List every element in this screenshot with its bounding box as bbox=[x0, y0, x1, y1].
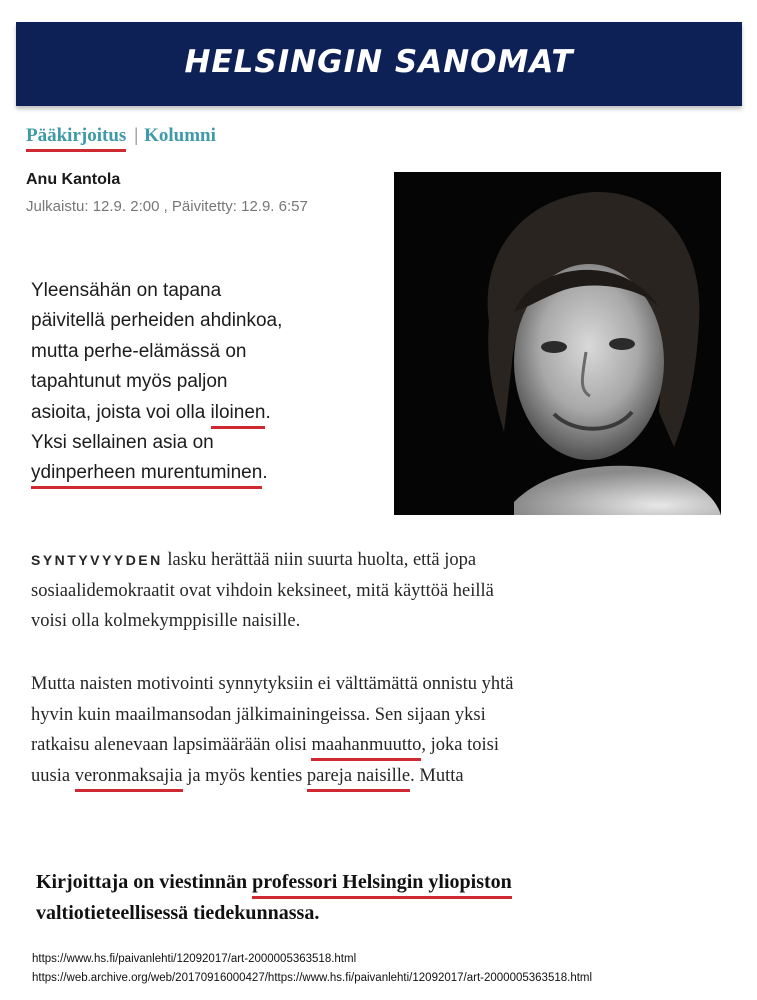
masthead-banner bbox=[16, 22, 742, 106]
author-photo bbox=[394, 172, 721, 515]
bio-text: Kirjoittaja on viestinnän bbox=[36, 871, 253, 893]
archive-url-link[interactable]: https://web.archive.org/web/20170916000427/https://www.hs.fi/paivanlehti/12092017/art-2000005363518.html bbox=[32, 972, 593, 984]
author-name: Anu Kantola bbox=[26, 171, 121, 188]
lead-line: Yksi sellainen asia on bbox=[31, 432, 214, 454]
bio-line bbox=[36, 867, 716, 898]
section-nav bbox=[26, 125, 216, 147]
body-text: lasku herättää niin suurta huolta, että jopa bbox=[162, 550, 477, 570]
lead-line: mutta perhe-elämässä on bbox=[31, 340, 247, 362]
nav-link-paakirjoitus[interactable]: Pääkirjoitus bbox=[26, 125, 126, 152]
body-paragraph-2 bbox=[31, 669, 711, 791]
masthead-title: HELSINGIN SANOMAT bbox=[184, 44, 574, 80]
lead-paragraph bbox=[31, 276, 376, 489]
publish-dates: Julkaistu: 12.9. 2:00 , Päivitetty: 12.9. 6:57 bbox=[26, 198, 308, 215]
body-line bbox=[31, 730, 711, 761]
body-text: uusia bbox=[31, 765, 75, 786]
body-text: ratkaisu alenevaan lapsimäärään olisi bbox=[31, 735, 312, 755]
lead-text: asioita, joista voi olla bbox=[31, 401, 211, 423]
highlight-professori: professori Helsingin yliopiston bbox=[252, 871, 512, 899]
lead-line bbox=[31, 458, 376, 488]
lead-line bbox=[31, 398, 376, 428]
body-text: . Mutta bbox=[410, 765, 464, 786]
highlight-veronmaksajia: veronmaksajia bbox=[75, 766, 183, 792]
lead-line: päivitellä perheiden ahdinkoa, bbox=[31, 310, 283, 332]
body-line: voisi olla kolmekymppisille naisille. bbox=[31, 611, 301, 631]
body-line: Mutta naisten motivointi synnytyksiin ei välttämättä onnistu yhtä bbox=[31, 674, 514, 694]
highlight-maahanmuutto: maahanmuutto bbox=[311, 735, 421, 761]
portrait-image bbox=[394, 172, 721, 515]
source-urls bbox=[32, 950, 592, 988]
body-line: sosiaalidemokraatit ovat vihdoin keksineet, mitä käyttöä heillä bbox=[31, 580, 494, 601]
lead-line: tapahtunut myös paljon bbox=[31, 371, 228, 393]
body-line bbox=[31, 545, 711, 576]
highlight-pareja-naisille: pareja naisille bbox=[307, 766, 410, 792]
author-bio bbox=[36, 867, 716, 929]
highlight-ydinperhe: ydinperheen murentuminen bbox=[31, 462, 262, 489]
body-text: , joka toisi bbox=[421, 735, 500, 755]
lead-line: Yleensähän on tapana bbox=[31, 280, 222, 301]
nav-separator: | bbox=[134, 125, 139, 146]
bio-line: valtiotieteellisessä tiedekunnassa. bbox=[36, 902, 320, 924]
body-line bbox=[31, 761, 711, 792]
body-line: hyvin kuin maailmansodan jälkimainingeissa. Sen sijaan yksi bbox=[31, 704, 486, 725]
highlight-iloinen: iloinen bbox=[211, 402, 266, 429]
body-text: ja myös kenties bbox=[182, 765, 307, 786]
nav-link-kolumni[interactable]: Kolumni bbox=[144, 125, 216, 146]
lead-text: . bbox=[265, 401, 271, 423]
lead-text: . bbox=[262, 462, 268, 484]
source-url-link[interactable]: https://www.hs.fi/paivanlehti/12092017/art-2000005363518.html bbox=[32, 953, 357, 965]
body-paragraph-1 bbox=[31, 545, 711, 637]
drop-caps-word: SYNTYVYYDEN bbox=[31, 552, 163, 568]
